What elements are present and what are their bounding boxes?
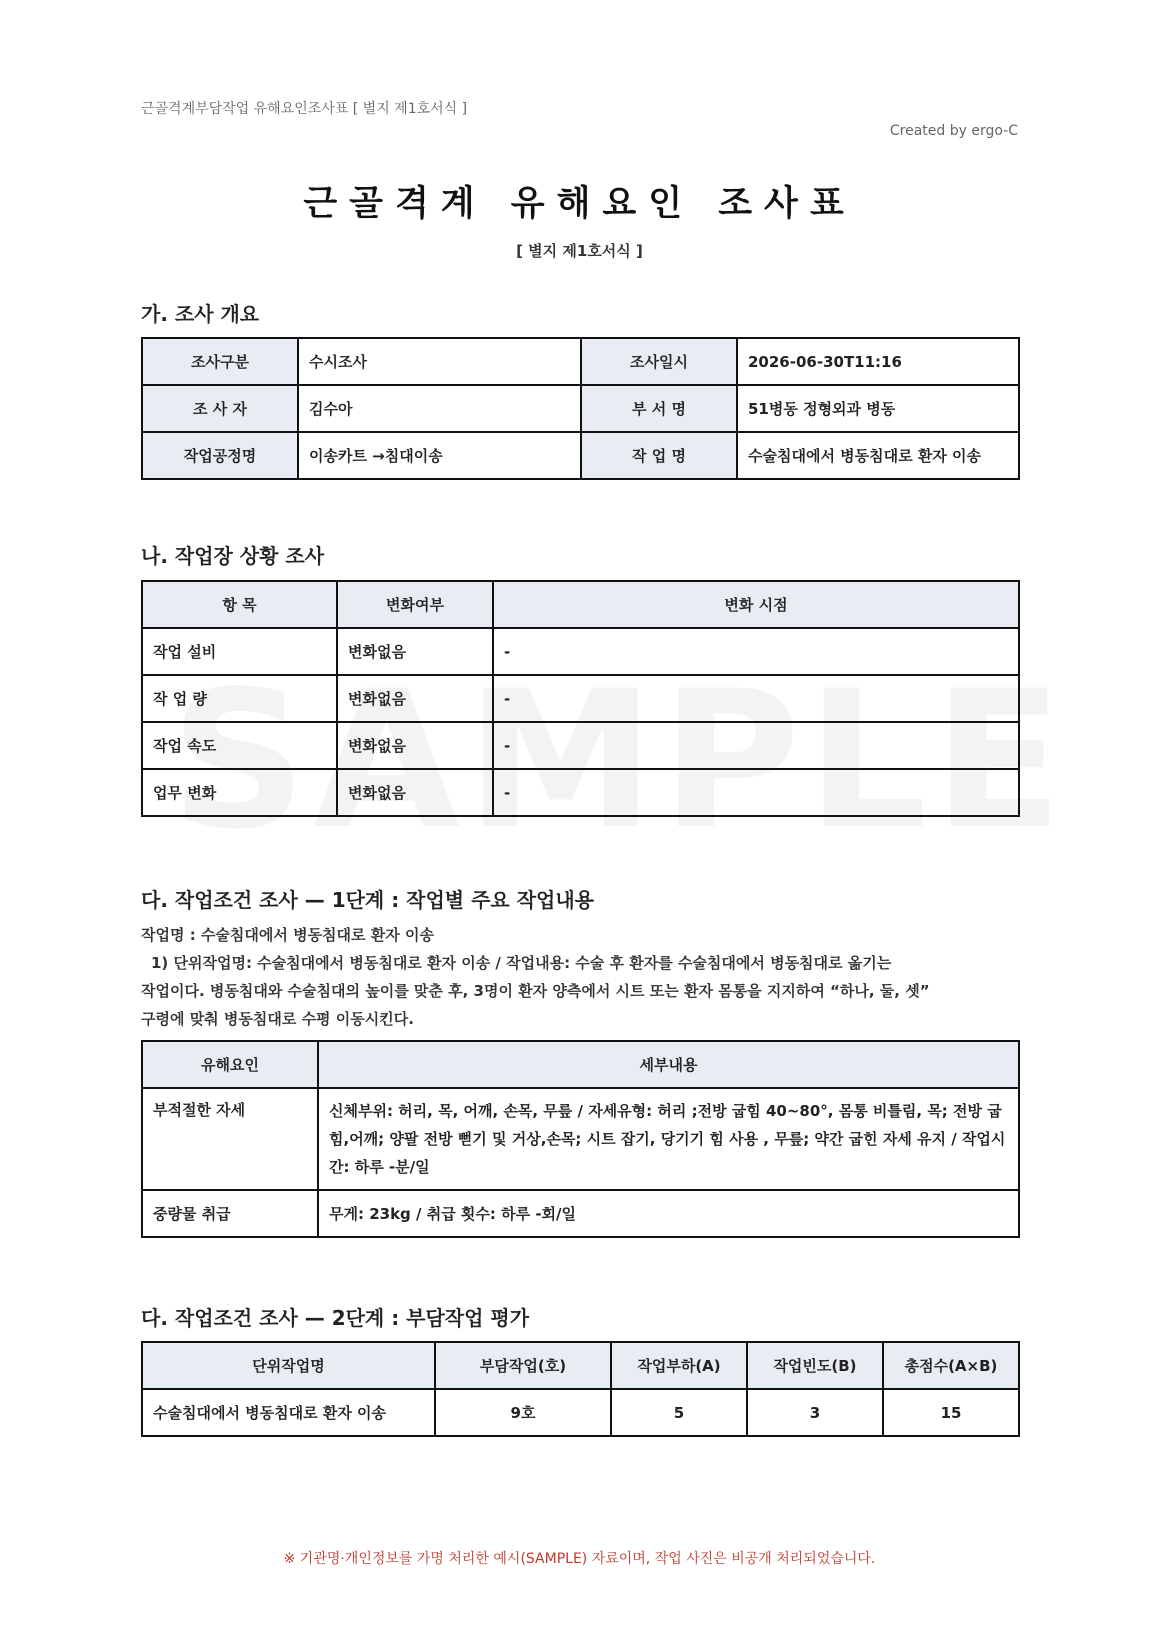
privacy-footnote: ※ 기관명·개인정보를 가명 처리한 예시(SAMPLE) 자료이며, 작업 사진은 비공개 처리되었습니다. xyxy=(283,1551,876,1567)
table-row xyxy=(142,432,1019,479)
hazard-factor-cell: 중량물 취급 xyxy=(142,1190,318,1237)
change-time-cell: - xyxy=(493,769,1019,816)
change-status-cell: 변화없음 xyxy=(337,675,493,722)
overview-value: 수술침대에서 병동침대로 환자 이송 xyxy=(737,432,1019,479)
workplace-table xyxy=(141,580,1020,817)
section-stage1-title: 다. 작업조건 조사 — 1단계 : 작업별 주요 작업내용 xyxy=(141,888,594,912)
overview-label: 조 사 자 xyxy=(142,385,298,432)
table-header-row xyxy=(142,1041,1019,1088)
column-header: 총점수(A×B) xyxy=(883,1342,1019,1389)
column-header: 세부내용 xyxy=(318,1041,1019,1088)
table-row xyxy=(142,628,1019,675)
overview-value: 이송카트 →침대이송 xyxy=(298,432,581,479)
burden-type-cell: 9호 xyxy=(435,1389,611,1436)
item-cell: 작업 속도 xyxy=(142,722,337,769)
work-frequency-cell: 3 xyxy=(747,1389,883,1436)
overview-value: 수시조사 xyxy=(298,338,581,385)
total-score-cell: 15 xyxy=(883,1389,1019,1436)
column-header: 변화여부 xyxy=(337,581,493,628)
task-name: 작업명 : 수술침대에서 병동침대로 환자 이송 xyxy=(141,926,434,944)
section-workplace-title: 나. 작업장 상황 조사 xyxy=(141,544,325,568)
burden-evaluation-table xyxy=(141,1341,1020,1437)
item-cell: 작업 설비 xyxy=(142,628,337,675)
column-header: 부담작업(호) xyxy=(435,1342,611,1389)
overview-label: 작 업 명 xyxy=(581,432,737,479)
unit-task-cell: 수술침대에서 병동침대로 환자 이송 xyxy=(142,1389,435,1436)
overview-label: 조사일시 xyxy=(581,338,737,385)
overview-label: 조사구분 xyxy=(142,338,298,385)
hazard-factor-cell: 부적절한 자세 xyxy=(142,1088,318,1190)
form-name-header: 근골격계부담작업 유해요인조사표 [ 별지 제1호서식 ] xyxy=(141,101,468,117)
table-row xyxy=(142,675,1019,722)
hazard-detail-cell: 무게: 23kg / 취급 횟수: 하루 -회/일 xyxy=(318,1190,1019,1237)
section-stage2-title: 다. 작업조건 조사 — 2단계 : 부담작업 평가 xyxy=(141,1306,530,1330)
change-time-cell: - xyxy=(493,628,1019,675)
document-subtitle: [ 별지 제1호서식 ] xyxy=(516,242,643,260)
table-row xyxy=(142,1190,1019,1237)
table-row xyxy=(142,385,1019,432)
change-time-cell: - xyxy=(493,722,1019,769)
task-line: 구령에 맞춰 병동침대로 수평 이동시킨다. xyxy=(141,1010,414,1028)
overview-label: 작업공정명 xyxy=(142,432,298,479)
table-row xyxy=(142,338,1019,385)
table-row xyxy=(142,1389,1019,1436)
column-header: 작업부하(A) xyxy=(611,1342,747,1389)
change-status-cell: 변화없음 xyxy=(337,628,493,675)
created-by-label: Created by ergo-C xyxy=(889,123,1018,139)
hazard-factor-table xyxy=(141,1040,1020,1238)
table-header-row xyxy=(142,1342,1019,1389)
column-header: 작업빈도(B) xyxy=(747,1342,883,1389)
overview-value: 51병동 정형외과 병동 xyxy=(737,385,1019,432)
column-header: 변화 시점 xyxy=(493,581,1019,628)
task-description xyxy=(141,949,1018,1033)
document-title: 근골격계 유해요인 조사표 xyxy=(303,184,856,224)
overview-label: 부 서 명 xyxy=(581,385,737,432)
table-row xyxy=(142,1088,1019,1190)
change-status-cell: 변화없음 xyxy=(337,769,493,816)
task-line: 작업이다. 병동침대와 수술침대의 높이를 맞춘 후, 3명이 환자 양측에서 시트 또는 환자 몸통을 지지하여 “하나, 둘, 셋” xyxy=(141,982,930,1000)
overview-table xyxy=(141,337,1020,480)
item-cell: 작 업 량 xyxy=(142,675,337,722)
work-load-cell: 5 xyxy=(611,1389,747,1436)
item-cell: 업무 변화 xyxy=(142,769,337,816)
overview-value: 2026-06-30T11:16 xyxy=(737,338,1019,385)
column-header: 항 목 xyxy=(142,581,337,628)
column-header: 단위작업명 xyxy=(142,1342,435,1389)
table-row xyxy=(142,722,1019,769)
task-line: 1) 단위작업명: 수술침대에서 병동침대로 환자 이송 / 작업내용: 수술 후 환자를 수술침대에서 병동침대로 옮기는 xyxy=(151,954,892,972)
table-row xyxy=(142,769,1019,816)
section-overview-title: 가. 조사 개요 xyxy=(141,302,260,326)
overview-value: 김수아 xyxy=(298,385,581,432)
change-time-cell: - xyxy=(493,675,1019,722)
change-status-cell: 변화없음 xyxy=(337,722,493,769)
column-header: 유해요인 xyxy=(142,1041,318,1088)
hazard-detail-cell: 신체부위: 허리, 목, 어깨, 손목, 무릎 / 자세유형: 허리 ;전방 굽힘 40~80°, 몸통 비틀림, 목; 전방 굽힘,어깨; 양팔 전방 뻗기 및 거상,손목; 시트 잡기, 당기기 힘 사용 , 무릎; 약간 굽힌 자세 유지 / 작업시간: 하루 -분/일 xyxy=(318,1088,1019,1190)
table-header-row xyxy=(142,581,1019,628)
